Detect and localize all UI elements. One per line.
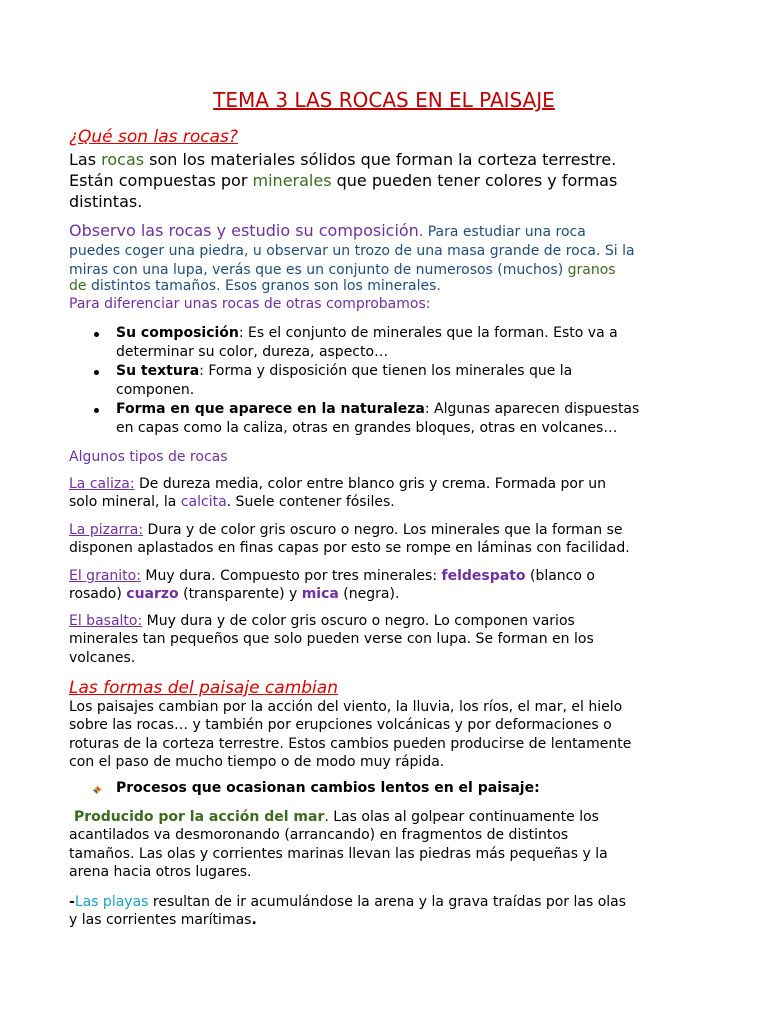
text: Muy dura y de color gris oscuro o negro. Lo componen varios [142, 613, 575, 629]
text: y las corrientes marítimas [69, 912, 252, 928]
keyword-rocas: rocas [101, 150, 145, 169]
text: (blanco o [525, 568, 595, 584]
rock-name-basalto: El basalto: [69, 613, 143, 629]
list-term: Su textura [116, 363, 200, 379]
paragraph-line [69, 475, 606, 494]
paragraph-line [69, 521, 623, 540]
bullet-dot [94, 370, 99, 375]
list-term: Su composición [116, 325, 239, 341]
paragraph-line [74, 808, 599, 827]
list-item-continuation: determinar su color, dureza, aspecto… [116, 344, 389, 360]
list-item-continuation: componen. [116, 382, 195, 398]
text: : Es el conjunto de minerales que la forman. Esto va a [238, 325, 618, 341]
text: Están compuestas por [69, 171, 253, 190]
paragraph-line: tamaños. Las olas y corrientes marinas llevan las piedras más pequeñas y la [69, 846, 608, 862]
paragraph-line: sobre las rocas… y también por erupciones volcánicas y por deformaciones o [69, 717, 612, 733]
paragraph-line: roturas de la corteza terrestre. Estos cambios pueden producirse de lentamente [69, 736, 632, 752]
rock-name-pizarra: La pizarra: [69, 522, 144, 538]
paragraph-line [69, 220, 586, 241]
text: miras con una lupa, verás que es un conjunto de numerosos (muchos) [69, 262, 568, 278]
list-term: Forma en que aparece en la naturaleza [116, 401, 425, 417]
paragraph-line [69, 612, 575, 631]
list-item [116, 324, 618, 343]
period: . [251, 912, 257, 928]
list-item [116, 400, 639, 419]
text: De dureza media, color entre blanco gris y crema. Formada por un [134, 476, 606, 492]
text: : Algunas aparecen dispuestas [424, 401, 640, 417]
rock-name-caliza: La caliza: [69, 476, 135, 492]
bullet-dot [94, 332, 99, 337]
subheading-mar: Producido por la acción del mar [74, 809, 325, 825]
paragraph-line [69, 567, 595, 586]
text: solo mineral, la [69, 494, 181, 510]
text: . Las olas al golpear continuamente los [324, 809, 599, 825]
text: son los materiales sólidos que forman la corteza terrestre. [144, 150, 617, 169]
paragraph-line: minerales tan pequeños que solo pueden verse con lupa. Se forman en los [69, 631, 594, 647]
bullet-dot [94, 408, 99, 413]
text: : Forma y disposición que tienen los minerales que la [199, 363, 573, 379]
paragraph-line: Para diferenciar unas rocas de otras comprobamos: [69, 296, 431, 312]
section-heading-rocas: ¿Qué son las rocas? [69, 127, 238, 147]
text: Muy dura. Compuesto por tres minerales: [140, 568, 442, 584]
dash: - [69, 894, 75, 910]
text: . Para estudiar una roca [418, 224, 586, 240]
page-title: TEMA 3 LAS ROCAS EN EL PAISAJE [213, 88, 555, 112]
text: . Suele contener fósiles. [226, 494, 395, 510]
section-heading-formas: Las formas del paisaje cambian [69, 678, 338, 698]
keyword-de: de [69, 278, 91, 294]
paragraph-line: distintas. [69, 192, 143, 211]
paragraph-line [69, 893, 626, 912]
text: (transparente) y [178, 586, 302, 602]
paragraph-line: con el paso de mucho tiempo o de modo muy rápida. [69, 754, 445, 770]
text: que pueden tener colores y formas [331, 171, 618, 190]
rock-name-granito: El granito: [69, 568, 141, 584]
keyword-granos: granos [567, 262, 616, 278]
paragraph-line: volcanes. [69, 650, 136, 666]
keyword-minerales: minerales [252, 171, 332, 190]
keyword-playas: Las playas [74, 894, 149, 910]
paragraph-line: acantilados va desmoronando (arrancando) en fragmentos de distintos [69, 827, 569, 843]
list-item-continuation: en capas como la caliza, otras en grandes bloques, otras en volcanes… [116, 420, 618, 436]
list-item [116, 362, 572, 381]
diamond-bullet-icon [93, 786, 101, 794]
subheading-tipos: Algunos tipos de rocas [69, 449, 228, 465]
paragraph-line [69, 149, 616, 170]
paragraph-line: puedes coger una piedra, u observar un trozo de una masa grande de roca. Si la [69, 243, 635, 259]
text: Las [69, 150, 102, 169]
subheading-procesos: Procesos que ocasionan cambios lentos en el paisaje: [116, 780, 540, 796]
keyword-cuarzo: cuarzo [126, 586, 179, 602]
paragraph-line: disponen aplastados en finas capas por esto se rompe en láminas con facilidad. [69, 540, 630, 556]
text: distintos tamaños. Esos granos son los minerales. [90, 278, 441, 294]
text: rosado) [69, 586, 127, 602]
paragraph-line: Los paisajes cambian por la acción del viento, la lluvia, los ríos, el mar, el hielo [69, 699, 623, 715]
keyword-calcita: calcita [180, 494, 227, 510]
keyword-feldespato: feldespato [441, 568, 526, 584]
paragraph-line [69, 493, 395, 512]
text: resultan de ir acumulándose la arena y la grava traídas por las olas [148, 894, 627, 910]
paragraph-line [69, 277, 441, 296]
text: Dura y de color gris oscuro o negro. Los minerales que la forman se [143, 522, 623, 538]
section-heading-observo: Observo las rocas y estudio su composición [69, 221, 419, 240]
paragraph-line [69, 170, 617, 191]
paragraph-line [69, 585, 399, 604]
paragraph-line [69, 911, 257, 930]
text: (negra). [338, 586, 400, 602]
paragraph-line: arena hacia otros lugares. [69, 864, 252, 880]
keyword-mica: mica [301, 586, 339, 602]
